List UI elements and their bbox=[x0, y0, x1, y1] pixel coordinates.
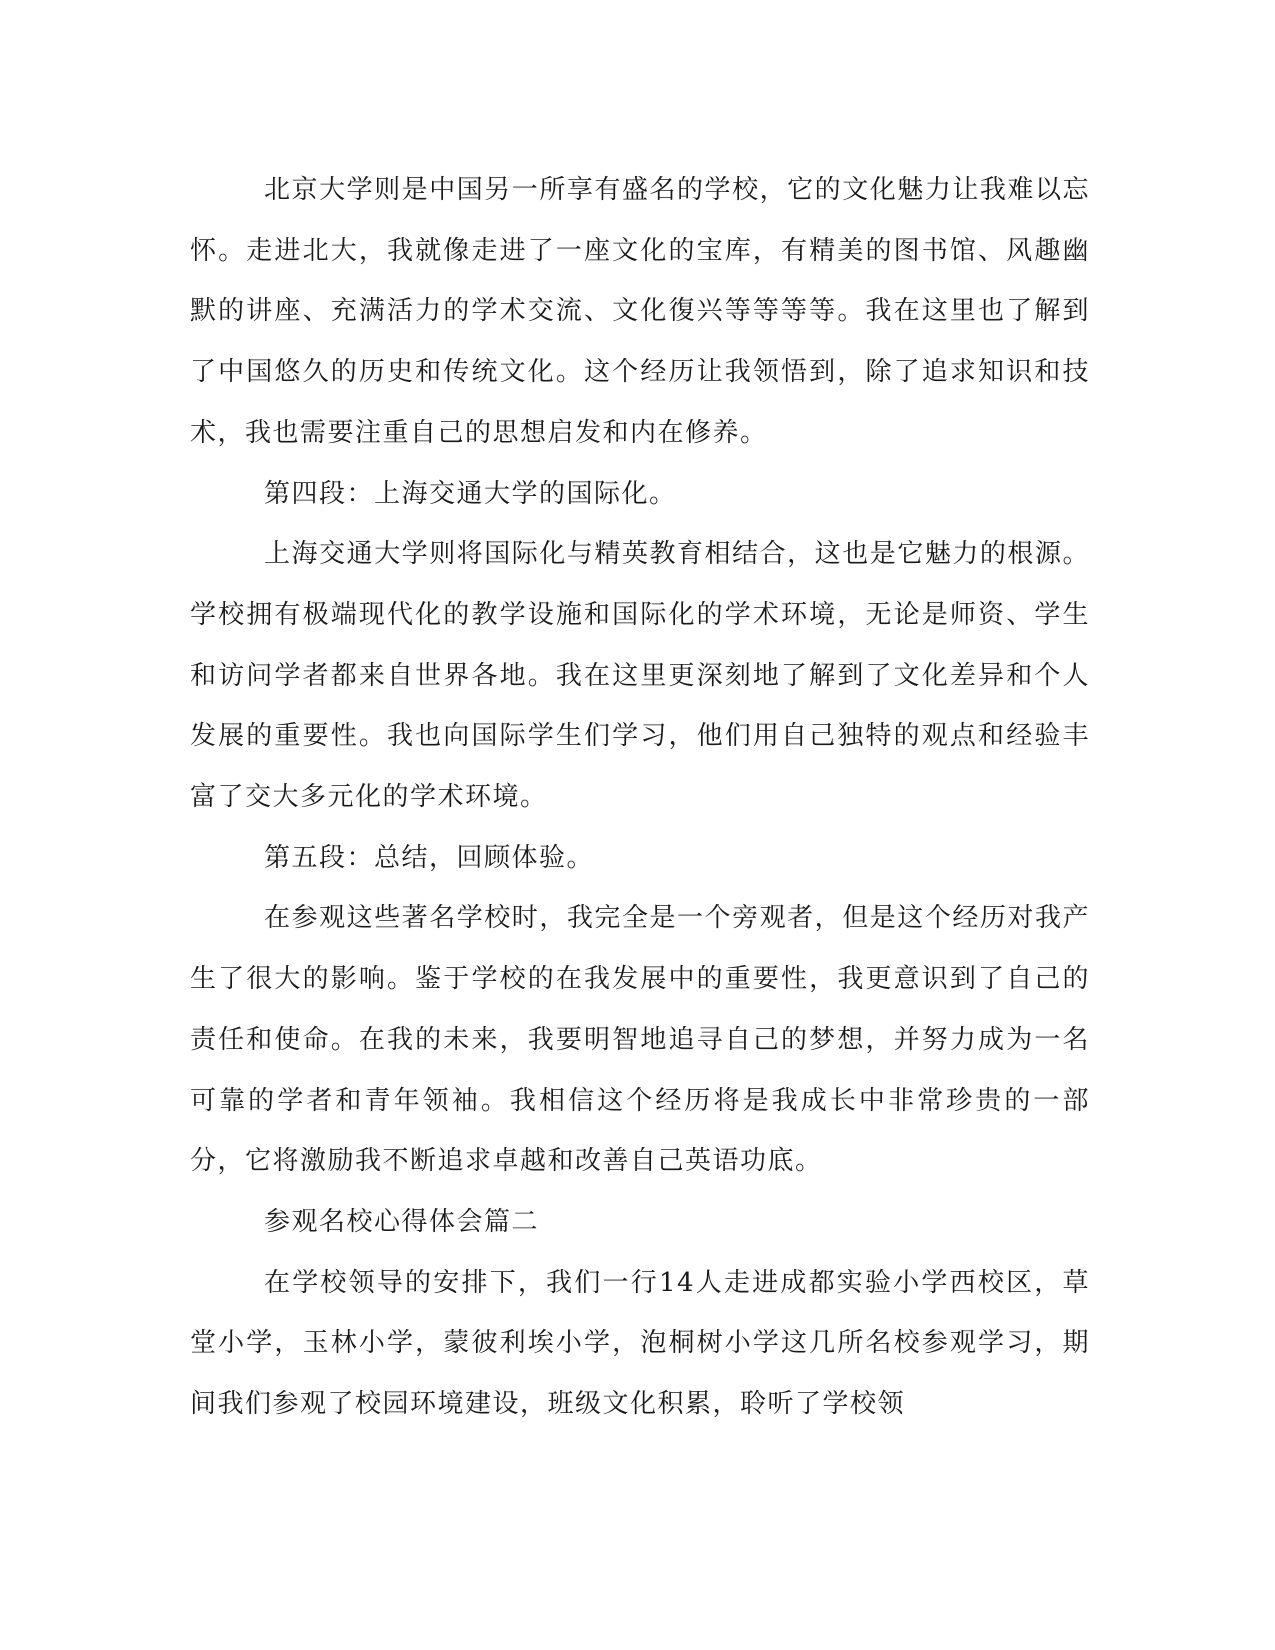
paragraph-sjtu: 上海交通大学则将国际化与精英教育相结合，这也是它魅力的根源。学校拥有极端现代化的教学设施和国际化的学术环境，无论是师资、学生和访问学者都来自世界各地。我在这里更深刻地了解到了文化差异和个人发展的重要性。我也向国际学生们学习，他们用自己独特的观点和经验丰富了交大多元化的学术环境。 bbox=[190, 539, 1090, 813]
paragraph-summary: 在参观这些著名学校时，我完全是一个旁观者，但是这个经历对我产生了很大的影响。鉴于学校的在我发展中的重要性，我更意识到了自己的责任和使命。在我的未来，我要明智地追寻自己的梦想，并努力成为一名可靠的学者和青年领袖。我相信这个经历将是我成长中非常珍贵的一部分，它将激励我不断追求卓越和改善自己英语功底。 bbox=[190, 903, 1090, 1177]
document-body bbox=[190, 160, 1090, 1435]
paragraph-chengdu-schools: 在学校领导的安排下，我们一行14人走进成都实验小学西校区，草堂小学，玉林小学，蒙彼利埃小学，泡桐树小学这几所名校参观学习，期间我们参观了校园环境建设，班级文化积累，聆听了学校领 bbox=[190, 1267, 1090, 1420]
paragraph-peking-university: 北京大学则是中国另一所享有盛名的学校，它的文化魅力让我难以忘怀。走进北大，我就像走进了一座文化的宝库，有精美的图书馆、风趣幽默的讲座、充满活力的学术交流、文化復兴等等等等。我在这里也了解到了中国悠久的历史和传统文化。这个经历让我领悟到，除了追求知识和技术，我也需要注重自己的思想启发和内在修养。 bbox=[190, 175, 1090, 448]
section-heading-4: 第四段：上海交通大学的国际化。 bbox=[264, 478, 677, 509]
article-heading-part-2: 参观名校心得体会篇二 bbox=[264, 1206, 540, 1237]
section-heading-5: 第五段：总结，回顾体验。 bbox=[264, 842, 595, 873]
